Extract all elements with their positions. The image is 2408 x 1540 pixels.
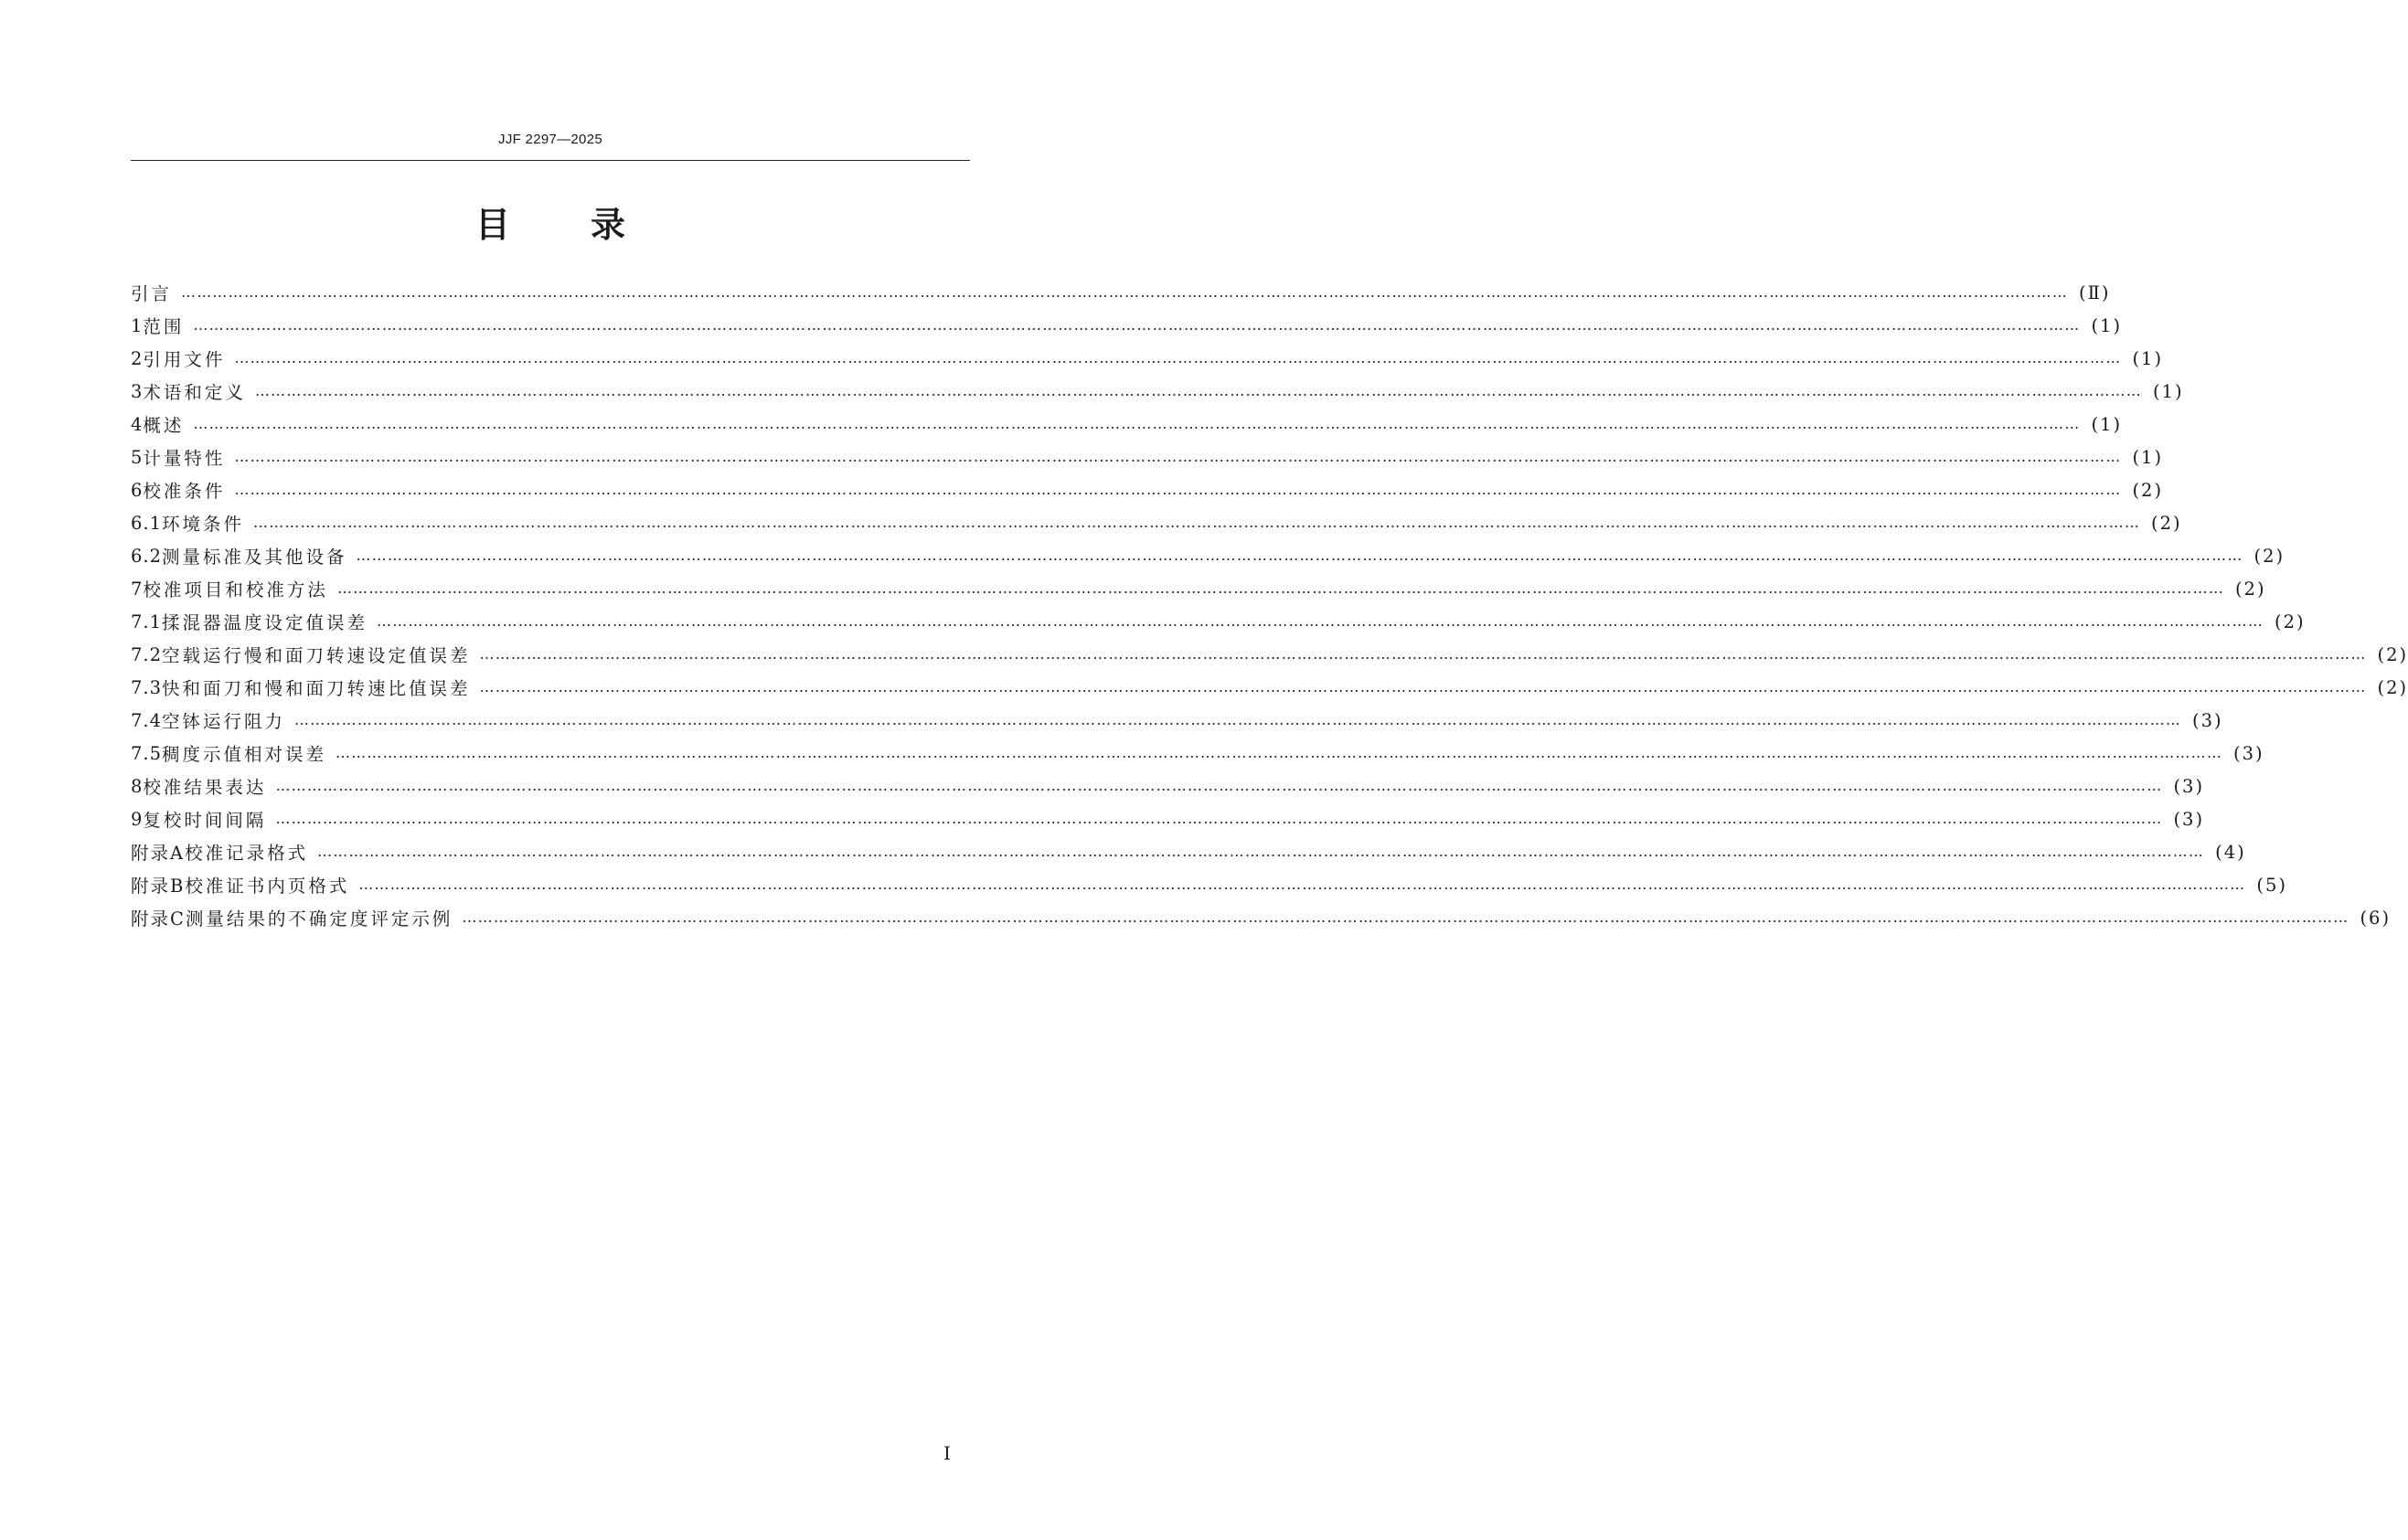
toc-entry[interactable]: [131, 737, 2264, 770]
toc-entry-label: 引用文件: [143, 349, 226, 370]
toc-entry-label: 计量特性: [143, 448, 226, 469]
toc-entry-number: 9: [131, 808, 144, 830]
dot-leader: ………………………………………………………………………………………………………………………………………………………………………………………………………………………………………………………………………………………………………………………………: [377, 612, 2264, 630]
toc-entry-page: (1): [2091, 413, 2123, 435]
dot-leader: ………………………………………………………………………………………………………………………………………………………………………………………………………………………………………………………………………………………………………………………………: [253, 514, 2141, 531]
dot-leader: ………………………………………………………………………………………………………………………………………………………………………………………………………………………………………………………………………………………………………………………………: [479, 678, 2367, 696]
dot-leader: ………………………………………………………………………………………………………………………………………………………………………………………………………………………………………………………………………………………………………………………………: [462, 908, 2349, 926]
toc-entry[interactable]: [131, 704, 2223, 737]
toc-entry-page: (2): [2377, 676, 2408, 698]
document-code-header: JJF 2297—2025: [498, 132, 602, 147]
toc-entry[interactable]: [131, 638, 2408, 671]
toc-entry-label: 范围: [143, 316, 185, 337]
toc-entry[interactable]: [131, 506, 2182, 539]
dot-leader: ………………………………………………………………………………………………………………………………………………………………………………………………………………………………………………………………………………………………………………………………: [254, 382, 2142, 399]
toc-entry-number: 6: [131, 479, 144, 501]
toc-entry[interactable]: [131, 770, 2205, 802]
toc-entry-number: 7.3: [131, 676, 163, 698]
toc-entry-number: 3: [131, 380, 144, 402]
toc-entry-page: (3): [2192, 709, 2223, 731]
toc-entry-label: 稠度示值相对误差: [162, 744, 327, 765]
toc-entry-page: (2): [2151, 512, 2182, 534]
dot-leader: ………………………………………………………………………………………………………………………………………………………………………………………………………………………………………………………………………………………………………………………………: [356, 547, 2243, 564]
toc-entry-label: 校准条件: [143, 481, 226, 502]
toc-entry[interactable]: [131, 375, 2184, 408]
toc-entry-page: (1): [2152, 380, 2184, 402]
toc-entry-number: 4: [131, 413, 144, 435]
toc-title: 目录: [474, 205, 706, 245]
toc-entry-label: 校准记录格式: [185, 843, 309, 864]
toc-entry-number: 附录B: [131, 876, 186, 897]
toc-entry-label: 测量标准及其他设备: [162, 547, 347, 568]
page-folio: Ⅰ: [943, 1442, 951, 1464]
toc-entry-number: 6.2: [131, 545, 163, 567]
toc-entry[interactable]: [131, 572, 2266, 605]
dot-leader: ………………………………………………………………………………………………………………………………………………………………………………………………………………………………………………………………………………………………………………………………: [234, 349, 2122, 366]
toc-entry-label: 空钵运行阻力: [162, 711, 286, 732]
toc-entry-number: 7.5: [131, 742, 163, 764]
toc-entry-page: (5): [2256, 874, 2287, 896]
header-divider: [131, 160, 970, 161]
dot-leader: ………………………………………………………………………………………………………………………………………………………………………………………………………………………………………………………………………………………………………………………………: [358, 876, 2246, 893]
toc-entry-label: 校准证书内页格式: [185, 876, 350, 897]
toc-entry-page: (Ⅱ): [2079, 281, 2111, 303]
toc-entry[interactable]: [131, 473, 2164, 506]
toc-entry[interactable]: [131, 901, 2392, 934]
toc-entry-number: 附录C: [131, 908, 186, 929]
toc-entry-page: (2): [2275, 611, 2306, 632]
toc-entry-number: 1: [131, 314, 144, 336]
dot-leader: ………………………………………………………………………………………………………………………………………………………………………………………………………………………………………………………………………………………………………………………………: [193, 415, 2081, 432]
toc-entry-label: 引言: [131, 283, 173, 304]
toc-entry-label: 校准结果表达: [143, 777, 267, 798]
toc-entry-label: 测量结果的不确定度评定示例: [185, 908, 453, 929]
toc-entry-label: 快和面刀和慢和面刀转速比值误差: [162, 678, 471, 699]
toc-entry[interactable]: [131, 868, 2287, 901]
dot-leader: ………………………………………………………………………………………………………………………………………………………………………………………………………………………………………………………………………………………………………………………………: [479, 645, 2367, 663]
dot-leader: ………………………………………………………………………………………………………………………………………………………………………………………………………………………………………………………………………………………………………………………………: [234, 481, 2122, 498]
toc-entry-number: 5: [131, 446, 144, 468]
toc-entry[interactable]: [131, 408, 2123, 441]
toc-entry[interactable]: [131, 605, 2306, 638]
dot-leader: ………………………………………………………………………………………………………………………………………………………………………………………………………………………………………………………………………………………………………………………………: [275, 777, 2163, 794]
toc-entry-label: 校准项目和校准方法: [143, 579, 328, 600]
toc-entry-page: (1): [2091, 314, 2123, 336]
toc-entry-number: 7.4: [131, 709, 163, 731]
toc-entry-page: (4): [2215, 841, 2246, 863]
dot-leader: ………………………………………………………………………………………………………………………………………………………………………………………………………………………………………………………………………………………………………………………………: [181, 283, 2069, 301]
toc-entry-label: 环境条件: [162, 514, 245, 535]
toc-entry[interactable]: [131, 441, 2164, 473]
dot-leader: ………………………………………………………………………………………………………………………………………………………………………………………………………………………………………………………………………………………………………………………………: [294, 711, 2182, 728]
toc-entry[interactable]: [131, 539, 2285, 572]
toc-entry-page: (2): [2234, 578, 2266, 600]
toc-entry-page: (1): [2132, 347, 2164, 369]
toc-entry-number: 7: [131, 578, 144, 600]
toc-entry-page: (6): [2360, 907, 2392, 929]
toc-entry-number: 7.1: [131, 611, 163, 632]
toc-entry-page: (3): [2173, 808, 2205, 830]
toc-entry[interactable]: [131, 276, 2111, 309]
toc-entry-label: 复校时间间隔: [143, 810, 267, 831]
toc-entry[interactable]: [131, 835, 2246, 868]
dot-leader: ………………………………………………………………………………………………………………………………………………………………………………………………………………………………………………………………………………………………………………………………: [336, 579, 2224, 597]
toc-entry-page: (1): [2132, 446, 2164, 468]
toc-entry[interactable]: [131, 342, 2164, 375]
toc-entry-number: 7.2: [131, 643, 163, 665]
toc-entry-number: 6.1: [131, 512, 163, 534]
toc-entry-number: 附录A: [131, 843, 186, 864]
dot-leader: ………………………………………………………………………………………………………………………………………………………………………………………………………………………………………………………………………………………………………………………………: [193, 316, 2081, 334]
dot-leader: ………………………………………………………………………………………………………………………………………………………………………………………………………………………………………………………………………………………………………………………………: [275, 810, 2163, 827]
toc-entry-label: 术语和定义: [143, 382, 246, 403]
toc-entry-label: 揉混器温度设定值误差: [162, 612, 368, 633]
toc-entry-page: (2): [2377, 643, 2408, 665]
toc-entry-number: 8: [131, 775, 144, 797]
dot-leader: ………………………………………………………………………………………………………………………………………………………………………………………………………………………………………………………………………………………………………………………………: [336, 744, 2223, 761]
toc-entry-page: (3): [2173, 775, 2205, 797]
toc-entry-label: 概述: [143, 415, 185, 436]
toc-entry-page: (2): [2254, 545, 2285, 567]
table-of-contents: [131, 276, 2408, 934]
toc-entry-label: 空载运行慢和面刀转速设定值误差: [162, 645, 471, 666]
toc-entry[interactable]: [131, 309, 2123, 342]
dot-leader: ………………………………………………………………………………………………………………………………………………………………………………………………………………………………………………………………………………………………………………………………: [234, 448, 2122, 465]
toc-entry-number: 2: [131, 347, 144, 369]
toc-entry[interactable]: [131, 802, 2205, 835]
toc-entry-page: (2): [2132, 479, 2164, 501]
toc-entry-page: (3): [2233, 742, 2264, 764]
toc-entry[interactable]: [131, 671, 2408, 704]
dot-leader: ………………………………………………………………………………………………………………………………………………………………………………………………………………………………………………………………………………………………………………………………: [317, 843, 2205, 860]
